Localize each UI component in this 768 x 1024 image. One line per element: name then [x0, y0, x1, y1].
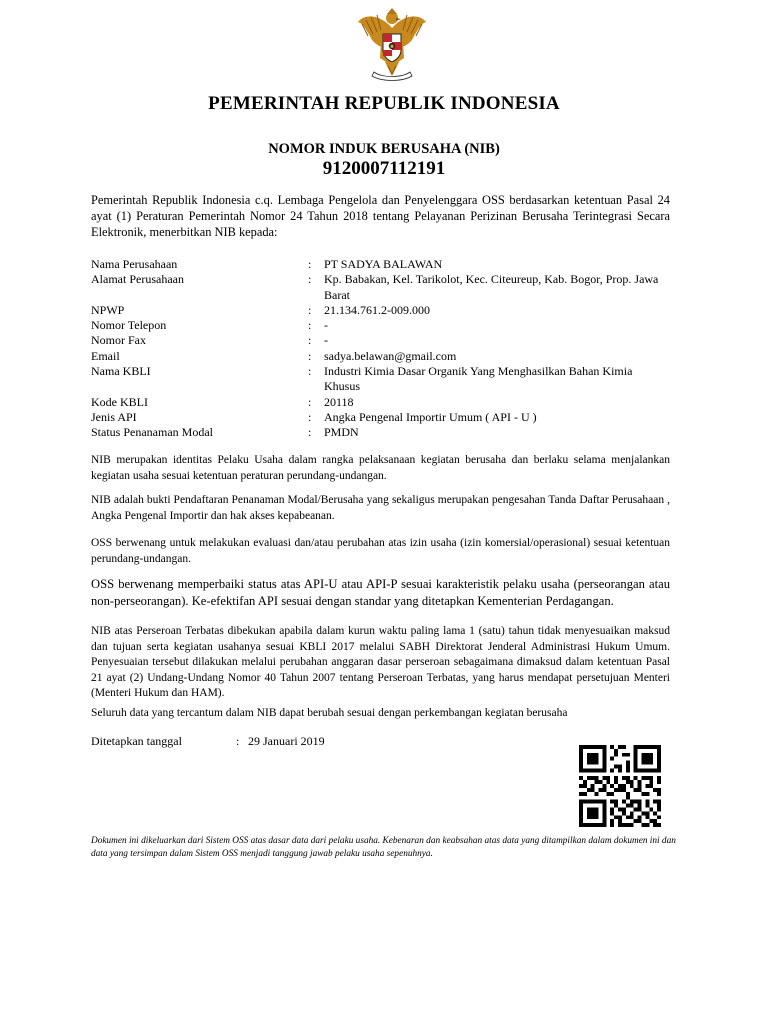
field-value: Angka Pengenal Importir Umum ( API - U ) — [324, 409, 537, 424]
field-row — [91, 272, 671, 303]
field-label: Kode KBLI — [91, 394, 148, 409]
field-colon: : — [308, 364, 312, 379]
note-paragraph-5: NIB atas Perseroan Terbatas dibekukan apabila dalam kurun waktu paling lama 1 (satu) tahun tidak menyesuaikan maksud dan tujuan serta kegiatan usahanya sesuai KBLI 2017 melalui SABH Direktorat Jenderal Administrasi Hukum Umum. Penyesuaian tersebut dilakukan melalui perubahan anggaran dasar perseroan sebagaimana dimaksud dalam ketentuan Pasal 21 ayat (2) Undang-Undang Nomor 40 Tahun 2007 tentang Perseroan Terbatas, yang harus mendapat persetujuan Menteri (Menteri Hukum dan HAM). — [91, 625, 670, 700]
disclaimer-footer: Dokumen ini dikeluarkan dari Sistem OSS atas dasar data dari pelaku usaha. Kebenaran dan keabsahan atas data yang ditampilkan dalam dokumen ini dan data yang tersimpan dalam Sistem OSS menjadi tanggung jawab pelaku usaha sepenuhnya. — [91, 836, 676, 859]
field-value: - — [324, 333, 328, 348]
field-row — [91, 318, 671, 333]
field-value: - — [324, 318, 328, 333]
field-colon: : — [308, 272, 312, 287]
field-label: Nama Perusahaan — [91, 257, 178, 271]
field-label: Email — [91, 348, 120, 363]
note-paragraph-4: OSS berwenang memperbaiki status atas API-U atau API-P sesuai karakteristik pelaku usaha (perseorangan atau non-perseorangan). Ke-efektifan API sesuai dengan standar yang ditetapkan Kementerian Perdagangan. — [91, 577, 670, 608]
field-label: NPWP — [91, 302, 125, 317]
intro-paragraph: Pemerintah Republik Indonesia c.q. Lembaga Pengelola dan Penyelenggara OSS berdasarkan ketentuan Pasal 24 ayat (1) Peraturan Pemerintah Nomor 24 Tahun 2018 tentang Pelayanan Perizinan Berusaha Terintegrasi Secara Elektronik, menerbitkan NIB kepada: — [91, 193, 670, 239]
note-paragraph-2: NIB adalah bukti Pendaftaran Penanaman Modal/Berusaha yang sekaligus merupakan pengesahan Tanda Daftar Perusahaan , Angka Pengenal Importir dan hak akses kepabeanan. — [91, 494, 670, 522]
company-details — [91, 257, 671, 441]
note-paragraph-3: OSS berwenang untuk melakukan evaluasi dan/atau perubahan atas izin usaha (izin komersial/operasional) sesuai ketentuan perundang-undangan. — [91, 537, 670, 565]
field-label: Nama KBLI — [91, 364, 151, 379]
field-value: 20118 — [324, 394, 354, 409]
field-value: 21.134.761.2-009.000 — [324, 302, 430, 317]
government-title: PEMERINTAH REPUBLIK INDONESIA — [208, 93, 560, 114]
field-label: Nomor Fax — [91, 333, 146, 348]
field-colon: : — [308, 348, 312, 363]
issued-label: Ditetapkan tanggal — [91, 734, 182, 748]
nib-number: 9120007112191 — [322, 158, 446, 179]
field-label: Status Penanaman Modal — [91, 425, 213, 440]
field-colon: : — [308, 302, 312, 317]
field-row — [91, 364, 671, 395]
field-colon: : — [308, 409, 312, 424]
field-row — [91, 395, 671, 410]
field-label: Nomor Telepon — [91, 318, 167, 333]
field-colon: : — [308, 394, 312, 409]
field-label: Alamat Perusahaan — [91, 272, 184, 287]
field-value: sadya.belawan@gmail.com — [324, 348, 457, 363]
note-paragraph-6: Seluruh data yang tercantum dalam NIB dapat berubah sesuai dengan perkembangan kegiatan berusaha — [91, 707, 568, 719]
qr-code-icon — [579, 745, 661, 827]
issued-date: 29 Januari 2019 — [248, 734, 325, 748]
field-row — [91, 333, 671, 348]
note-paragraph-1: NIB merupakan identitas Pelaku Usaha dalam rangka pelaksanaan kegiatan berusaha dan berlaku selama menjalankan kegiatan usaha sesuai ketentuan peraturan perundang-undangan. — [91, 454, 670, 482]
garuda-emblem-icon — [352, 6, 432, 86]
field-row — [91, 349, 671, 364]
field-value: PMDN — [324, 425, 359, 440]
field-row — [91, 425, 671, 440]
document-title: NOMOR INDUK BERUSAHA (NIB) — [268, 141, 500, 157]
field-label: Jenis API — [91, 409, 137, 424]
field-colon: : — [308, 425, 312, 440]
field-colon: : — [308, 333, 312, 348]
field-colon: : — [308, 318, 312, 333]
issued-colon: : — [236, 734, 240, 748]
field-value: PT SADYA BALAWAN — [324, 257, 443, 271]
field-value: Kp. Babakan, Kel. Tarikolot, Kec. Citeureup, Kab. Bogor, Prop. Jawa Barat — [324, 272, 659, 302]
field-colon: : — [308, 257, 312, 271]
field-row — [91, 257, 671, 272]
issued-date-row — [91, 734, 325, 749]
field-row — [91, 303, 671, 318]
field-value: Industri Kimia Dasar Organik Yang Menghasilkan Bahan Kimia Khusus — [324, 364, 633, 394]
field-row — [91, 410, 671, 425]
